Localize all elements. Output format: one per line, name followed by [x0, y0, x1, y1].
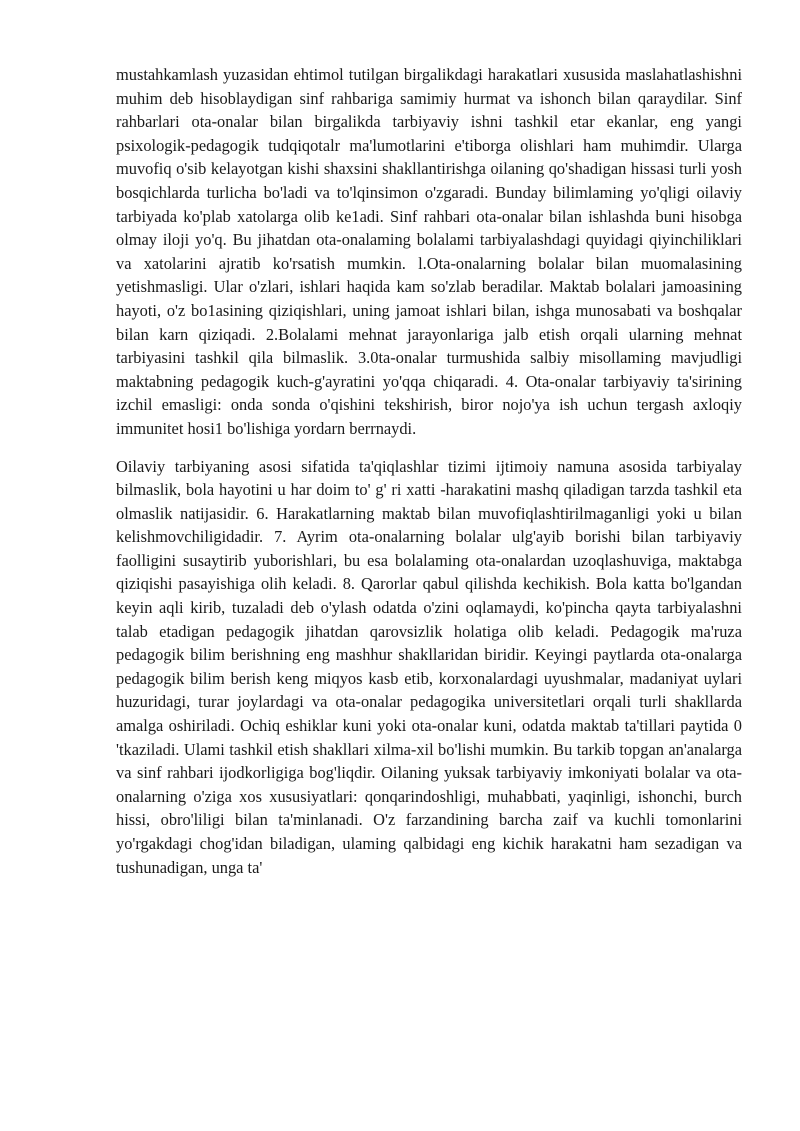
paragraph-2: Oilaviy tarbiyaning asosi sifatida ta'qiqlashlar tizimi ijtimoiy namuna asosida tarbiyalay bilmaslik, bola hayotini u har doim to' g' ri xatti -harakatini mashq qiladigan tarzda tashkil eta olmaslik natijasidir. 6. Harakatlarning maktab bilan muvofiqlashtirilmaganligi yoki u bilan kelishmovchiligidadir. 7. Ayrim ota-onalarning bolalar ulg'ayib borishi bilan tarbiyaviy faolligini susaytirib yuborishlari, bu esa bolalaming ota-onalardan uzoqlashuviga, maktabga qiziqishi pasayishiga olih keladi. 8. Qarorlar qabul qilishda kechikish. Bola katta bo'lgandan keyin aqli kirib, tuzaladi deb o'ylash odatda o'zini oqlamaydi, ko'pincha qayta tarbiyalashni talab etadigan pedagogik jihatdan qarovsizlik holatiga olib keladi. Pedagogik ma'ruza pedagogik bilim berishning eng mashhur shakllaridan biridir. Keyingi paytlarda ota-onalarga pedagogik bilim berish keng miqyos kasb etib, korxonalardagi uyushmalar, madaniyat uylari huzuridagi, turar joylardagi va ota-onalar pedagogika universitetlari orqali turli shakllarda amalga oshiriladi. Ochiq eshiklar kuni yoki ota-onalar kuni, odatda maktab ta'tillari paytida 0 'tkaziladi. Ulami tashkil etish shakllari xilma-xil bo'lishi mumkin. Bu tarkib topgan an'analarga va sinf rahbari ijodkorligiga bog'liqdir. Oilaning yuksak tarbiyaviy imkoniyati bolalar va ota-onalarning o'ziga xos xususiyatlari: qonqarindoshligi, muhabbati, yaqinligi, ishonchi, burch hissi, obro'liligi bilan ta'minlanadi. O'z farzandining barcha zaif va kuchli tomonlarini yo'rgakdagi chog'idan biladigan, ulaming qalbidagi eng kichik harakatni ham sezadigan va tushunadigan, unga ta' [116, 456, 742, 877]
paragraph-1: mustahkamlash yuzasidan ehtimol tutilgan birgalikdagi harakatlari xususida maslahatlashishni muhim deb hisoblaydigan sinf rahbariga samimiy hurmat va ishonch bilan qaraydilar. Sinf rahbarlari ota-onalar bilan birgalikda tarbiyaviy ishni tashkil etar ekanlar, eng yangi psixologik-pedagogik tudqiqotalr ma'lumotlarini e'tiborga olishlari ham muhimdir. Ularga muvofiq o'sib kelayotgan kishi shaxsini shakllantirishga oilaning qo'shadigan hissasi turli yosh bosqichlarda turlicha bo'ladi va to'lqinsimon o'zgaradi. Bunday bilimlaming yo'qligi oilaviy tarbiyada ko'plab xatolarga olib ke1adi. Sinf rahbari ota-onalar bilan ishlashda buni hisobga olmay iloji yo'q. Bu jihatdan ota-onalaming bolalami tarbiyalashdagi quyidagi qiyinchiliklari va xatolarini ajratib ko'rsatish mumkin. l.Ota-onalarning bolalar bilan muomalasining yetishmasligi. Ular o'zlari, ishlari haqida kam so'zlab beradilar. Maktab bolalari jamoasining hayoti, o'z bo1asining qiziqishlari, uning jamoat ishlari bilan, ishga munosabati va boshqalar bilan karn qiziqadi. 2.Bolalami mehnat jarayonlariga jalb etish orqali ularning mehnat tarbiyasini tashkil qila bilmaslik. 3.0ta-onalar turmushida salbiy misollaming mavjudligi maktabning pedagogik kuch-g'ayratini yo'qqa chiqaradi. 4. Ota-onalar tarbiyaviy ta'sirining izchil emasligi: onda sonda o'qishini tekshirish, biror nojo'ya ish uchun tergash axloqiy immunitet hosi1 bo'lishiga yordarn berrnaydi. [116, 65, 742, 438]
document-page [116, 63, 742, 893]
